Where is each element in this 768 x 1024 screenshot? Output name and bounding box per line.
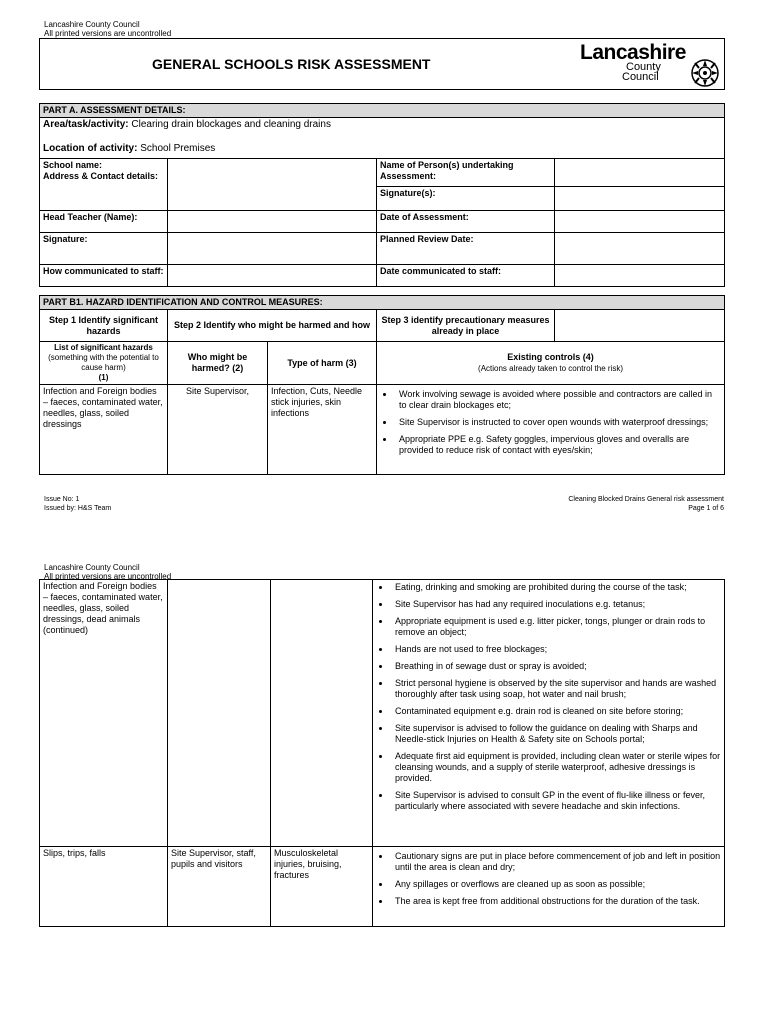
uncontrolled-note: All printed versions are uncontrolled <box>44 29 172 38</box>
review-date-label: Planned Review Date: <box>377 233 555 265</box>
harm-cell: Musculoskeletal injuries, bruising, fractures <box>271 847 373 927</box>
col2-header: Who might be harmed? (2) <box>168 342 268 385</box>
area-label: Area/task/activity: <box>43 119 129 130</box>
step3-header: Step 3 identify precautionary measures already in place <box>377 310 555 342</box>
council-header <box>44 20 171 38</box>
controls-cell <box>373 847 725 927</box>
communicated-field[interactable] <box>168 265 377 287</box>
part-b1-table <box>39 295 725 475</box>
page-number: Page 1 of 6 <box>688 505 724 512</box>
page-title: GENERAL SCHOOLS RISK ASSESSMENT <box>152 56 431 72</box>
control-item: • Work involving sewage is avoided where possible and contractors are called in to clear drain blockages etc; <box>395 389 721 411</box>
school-name-label: School name: <box>43 160 103 170</box>
step2-header: Step 2 Identify who might be harmed and how <box>168 310 377 342</box>
control-item: • Any spillages or overflows are cleaned up as soon as possible; <box>391 879 721 890</box>
control-item: • Cautionary signs are put in place before commencement of job and left in position until the area is clean and dry; <box>391 851 721 873</box>
signatures-field[interactable] <box>555 187 725 211</box>
doc-title: Cleaning Blocked Drains General risk assessment <box>568 496 724 503</box>
location-label: Location of activity: <box>43 143 138 154</box>
step3-blank <box>555 310 725 342</box>
control-item: • Site Supervisor is instructed to cover open wounds with waterproof dressings; <box>395 417 721 428</box>
title-box <box>39 38 725 90</box>
area-value: Clearing drain blockages and cleaning drains <box>131 119 331 130</box>
logo-title: Lancashire <box>580 41 686 64</box>
harm-cell <box>271 580 373 847</box>
location-value: School Premises <box>140 143 216 154</box>
address-label: Address & Contact details: <box>43 171 159 181</box>
control-item: • Breathing in of sewage dust or spray is avoided; <box>391 661 721 672</box>
signature-field[interactable] <box>168 233 377 265</box>
issued-by: Issued by: H&S Team <box>44 505 112 512</box>
logo-council: Council <box>622 71 659 83</box>
date-communicated-label: Date communicated to staff: <box>377 265 555 287</box>
control-item: • The area is kept free from additional obstructions for the duration of the task. <box>391 896 721 907</box>
who-cell <box>168 580 271 847</box>
council-name: Lancashire County Council <box>44 20 140 29</box>
signatures-label: Signature(s): <box>377 187 555 211</box>
date-assessment-field[interactable] <box>555 211 725 233</box>
review-date-field[interactable] <box>555 233 725 265</box>
lancashire-logo <box>580 41 720 87</box>
step1-header: Step 1 Identify significant hazards <box>40 310 168 342</box>
controls-list <box>380 389 721 456</box>
person-label: Name of Person(s) undertaking Assessment: <box>377 159 555 187</box>
uncontrolled-note: All printed versions are uncontrolled <box>44 572 172 581</box>
col1-sub: (something with the potential to cause harm) <box>48 353 159 372</box>
part-a-heading: PART A. ASSESSMENT DETAILS: <box>40 104 725 118</box>
part-b1-heading: PART B1. HAZARD IDENTIFICATION AND CONTROL MEASURES: <box>40 296 725 310</box>
controls-cell <box>373 580 725 847</box>
signature-label: Signature: <box>40 233 168 265</box>
control-item: • Adequate first aid equipment is provided, including clean water or sterile wipes for cleansing wounds, and a supply of sterile waterproof, adhesive dressings is provided. <box>391 751 721 784</box>
controls-cell <box>377 385 725 475</box>
red-rose-icon <box>687 58 723 88</box>
who-cell: Site Supervisor, staff, pupils and visitors <box>168 847 271 927</box>
head-teacher-label: Head Teacher (Name): <box>40 211 168 233</box>
col1-title: List of significant hazards <box>54 343 153 352</box>
col3-header: Type of harm (3) <box>268 342 377 385</box>
school-name-cell <box>40 159 168 211</box>
hazard-cell: Slips, trips, falls <box>40 847 168 927</box>
control-item: • Appropriate PPE e.g. Safety goggles, impervious gloves and overalls are provided to reduce risk of contact with eyes/skin; <box>395 434 721 456</box>
col4-header <box>377 342 725 385</box>
controls-list <box>376 851 721 907</box>
issue-number: Issue No: 1 <box>44 496 80 503</box>
area-location-cell <box>40 118 725 159</box>
date-assessment-label: Date of Assessment: <box>377 211 555 233</box>
person-field[interactable] <box>555 159 725 187</box>
part-a-table <box>39 103 725 287</box>
control-item: • Strict personal hygiene is observed by the site supervisor and hands are washed thoroughly after task using soap, hot water and nail brush; <box>391 678 721 700</box>
col1-header <box>40 342 168 385</box>
col1-num: (1) <box>98 373 109 382</box>
controls-list <box>376 582 721 812</box>
date-communicated-field[interactable] <box>555 265 725 287</box>
control-item: • Eating, drinking and smoking are prohibited during the course of the task; <box>391 582 721 593</box>
part-b1-continued-table <box>39 579 725 927</box>
col4-title: Existing controls (4) <box>507 352 594 362</box>
head-teacher-field[interactable] <box>168 211 377 233</box>
control-item: • Site supervisor is advised to follow the guidance on dealing with Sharps and Needle-stick Injuries on Health & Safety site on Schools portal; <box>391 723 721 745</box>
harm-cell: Infection, Cuts, Needle stick injuries, skin infections <box>268 385 377 475</box>
footer-right <box>568 495 724 513</box>
footer-left <box>44 495 111 513</box>
control-item: • Site Supervisor is advised to consult GP in the event of flu-like illness or fever, particularly where associated with severe headache and skin infections. <box>391 790 721 812</box>
council-name: Lancashire County Council <box>44 563 140 572</box>
logo-county: County <box>626 61 661 73</box>
who-cell: Site Supervisor, <box>168 385 268 475</box>
control-item: • Appropriate equipment is used e.g. litter picker, tongs, plunger or drain rods to remove an object; <box>391 616 721 638</box>
col4-sub: (Actions already taken to control the risk) <box>478 364 623 373</box>
control-item: • Hands are not used to free blockages; <box>391 644 721 655</box>
school-name-field[interactable] <box>168 159 377 211</box>
control-item: • Contaminated equipment e.g. drain rod is cleaned on site before storing; <box>391 706 721 717</box>
hazard-cell: Infection and Foreign bodies – faeces, contaminated water, needles, glass, soiled dressings <box>40 385 168 475</box>
control-item: • Site Supervisor has had any required inoculations e.g. tetanus; <box>391 599 721 610</box>
communicated-label: How communicated to staff: <box>40 265 168 287</box>
hazard-cell: Infection and Foreign bodies – faeces, contaminated water, needles, glass, soiled dressings, dead animals (continued) <box>40 580 168 847</box>
